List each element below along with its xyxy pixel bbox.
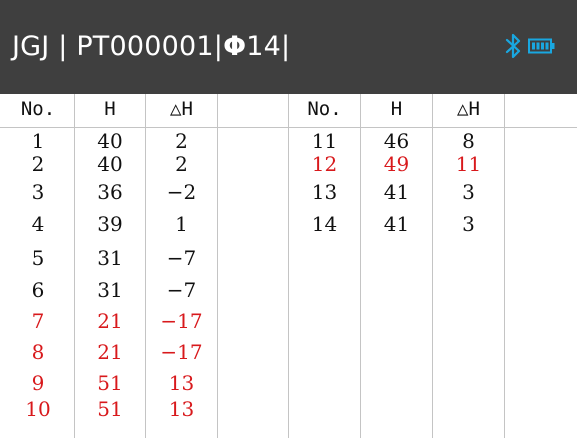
delta-h-value: −2 (166, 180, 197, 204)
delta-h-value: −7 (166, 278, 197, 302)
hardness-value: 21 (97, 309, 123, 333)
delta-h-value: −17 (160, 340, 203, 364)
hardness-value: 40 (97, 129, 123, 153)
hardness-value: 31 (97, 246, 123, 270)
separator: | (213, 30, 224, 62)
diameter-value: 14 (246, 30, 281, 62)
row-number: 8 (31, 340, 45, 364)
column-header-delta-h: △H (170, 98, 193, 120)
row-number: 1 (31, 129, 45, 153)
delta-h-value: 1 (175, 212, 188, 236)
delta-h-value: 13 (168, 371, 195, 395)
hardness-value: 41 (383, 180, 410, 204)
hardness-value: 51 (97, 397, 123, 421)
column-header-no: No. (20, 98, 56, 120)
hardness-value: 51 (97, 371, 123, 395)
bluetooth-icon (504, 33, 524, 59)
delta-h-value: 11 (455, 152, 482, 176)
hardness-value: 40 (97, 152, 123, 176)
column-header-h: H (104, 98, 116, 120)
hardness-value: 21 (97, 340, 123, 364)
row-number: 11 (311, 129, 338, 153)
hardness-value: 41 (383, 212, 410, 236)
hardness-value: 39 (97, 212, 123, 236)
delta-h-value: −7 (166, 246, 197, 270)
row-number: 5 (31, 246, 45, 270)
hardness-value: 49 (383, 152, 410, 176)
row-number: 4 (31, 212, 45, 236)
row-number: 2 (31, 152, 45, 176)
row-number: 14 (311, 212, 338, 236)
point-id: PT000001 (76, 30, 214, 62)
delta-h-value: 3 (462, 180, 475, 204)
row-number: 10 (25, 397, 51, 421)
delta-h-value: 2 (175, 129, 188, 153)
separator: | (49, 30, 77, 62)
hardness-value: 31 (97, 278, 123, 302)
column-header-h: H (390, 98, 403, 120)
delta-h-value: 2 (175, 152, 188, 176)
hardness-value: 46 (383, 129, 410, 153)
mode-label: JGJ (12, 30, 50, 62)
column-header-no: No. (307, 98, 342, 120)
delta-h-value: −17 (160, 309, 203, 333)
row-number: 7 (31, 309, 45, 333)
reading-table (0, 94, 577, 438)
separator: | (281, 30, 291, 62)
row-number: 13 (311, 180, 338, 204)
delta-h-value: 13 (168, 397, 195, 421)
header-bar (0, 0, 577, 94)
hardness-value: 36 (97, 180, 123, 204)
header-divider (0, 127, 577, 128)
delta-h-value: 3 (462, 212, 475, 236)
header-title (12, 24, 290, 68)
row-number: 9 (31, 371, 45, 395)
diameter-symbol: Φ (223, 30, 247, 62)
battery-icon (528, 38, 555, 54)
column-divider (504, 94, 505, 438)
column-divider (217, 94, 218, 438)
row-number: 3 (31, 180, 45, 204)
delta-h-value: 8 (462, 129, 475, 153)
row-number: 12 (311, 152, 338, 176)
row-number: 6 (31, 278, 45, 302)
column-header-delta-h: △H (457, 98, 480, 120)
